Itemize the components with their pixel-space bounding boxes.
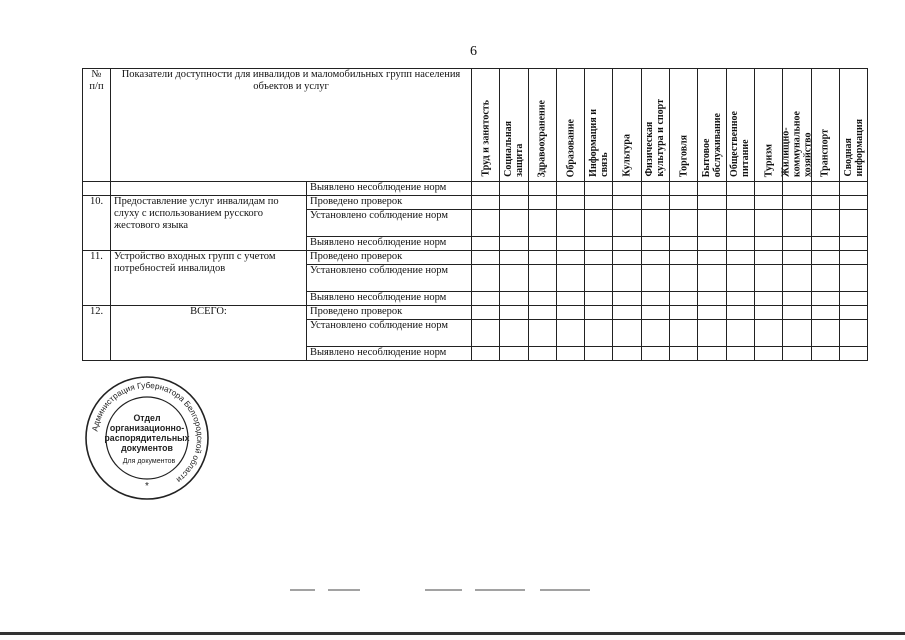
empty-cell bbox=[528, 251, 556, 265]
empty-cell bbox=[670, 210, 698, 237]
empty-cell bbox=[528, 306, 556, 320]
empty-cell bbox=[839, 251, 867, 265]
empty-cell bbox=[670, 237, 698, 251]
empty-cell bbox=[641, 347, 669, 361]
office-stamp bbox=[82, 373, 212, 503]
empty-cell bbox=[472, 182, 500, 196]
stamp-line: документов bbox=[121, 443, 173, 453]
empty-cell bbox=[754, 306, 782, 320]
empty-cell bbox=[472, 347, 500, 361]
stamp-line: Отдел bbox=[133, 413, 161, 423]
accessibility-table bbox=[82, 68, 868, 361]
empty-cell bbox=[783, 251, 811, 265]
empty-cell bbox=[556, 265, 584, 292]
empty-cell bbox=[698, 320, 726, 347]
empty-cell bbox=[698, 292, 726, 306]
column-header: Информация и связь bbox=[585, 69, 613, 182]
empty-cell bbox=[754, 347, 782, 361]
empty-cell bbox=[472, 251, 500, 265]
empty-cell bbox=[670, 306, 698, 320]
empty-cell bbox=[472, 196, 500, 210]
empty-cell bbox=[528, 292, 556, 306]
empty-cell bbox=[698, 210, 726, 237]
empty-cell bbox=[585, 210, 613, 237]
empty-cell bbox=[613, 347, 641, 361]
subrow-label: Выявлено несоблюдение норм bbox=[307, 182, 472, 196]
empty-cell bbox=[698, 306, 726, 320]
empty-cell bbox=[670, 196, 698, 210]
empty-cell bbox=[528, 347, 556, 361]
subrow-label: Установлено соблюдение норм bbox=[307, 320, 472, 347]
empty-cell bbox=[528, 210, 556, 237]
empty-cell bbox=[670, 251, 698, 265]
column-header: Физическая культура и спорт bbox=[641, 69, 669, 182]
empty-cell bbox=[500, 251, 528, 265]
empty-cell bbox=[500, 292, 528, 306]
column-header: Сводная информация bbox=[839, 69, 867, 182]
empty-cell bbox=[500, 265, 528, 292]
empty-cell bbox=[585, 196, 613, 210]
empty-cell bbox=[698, 182, 726, 196]
header-indicator: Показатели доступности для инвалидов и маломобильных групп населения объектов и услуг bbox=[111, 69, 472, 182]
empty-cell bbox=[783, 292, 811, 306]
empty-cell bbox=[811, 196, 839, 210]
column-header: Туризм bbox=[754, 69, 782, 182]
empty-cell bbox=[811, 251, 839, 265]
subrow-label: Проведено проверок bbox=[307, 196, 472, 210]
empty-cell bbox=[556, 182, 584, 196]
empty-cell bbox=[528, 182, 556, 196]
empty-cell bbox=[839, 292, 867, 306]
indicator-cell bbox=[111, 182, 307, 196]
subrow-label: Выявлено несоблюдение норм bbox=[307, 237, 472, 251]
empty-cell bbox=[585, 182, 613, 196]
empty-cell bbox=[783, 306, 811, 320]
stamp-line: распорядительных bbox=[104, 433, 190, 443]
empty-cell bbox=[783, 237, 811, 251]
table-row bbox=[83, 306, 868, 320]
scan-artifact-lines bbox=[290, 586, 590, 594]
empty-cell bbox=[670, 347, 698, 361]
empty-cell bbox=[726, 306, 754, 320]
empty-cell bbox=[500, 182, 528, 196]
empty-cell bbox=[585, 320, 613, 347]
empty-cell bbox=[698, 251, 726, 265]
empty-cell bbox=[472, 306, 500, 320]
empty-cell bbox=[556, 347, 584, 361]
empty-cell bbox=[500, 347, 528, 361]
section-number: 10. bbox=[83, 196, 111, 251]
empty-cell bbox=[783, 196, 811, 210]
empty-cell bbox=[754, 210, 782, 237]
subrow-label: Установлено соблюдение норм bbox=[307, 210, 472, 237]
empty-cell bbox=[641, 265, 669, 292]
empty-cell bbox=[613, 251, 641, 265]
empty-cell bbox=[613, 320, 641, 347]
subrow-label: Проведено проверок bbox=[307, 306, 472, 320]
empty-cell bbox=[472, 210, 500, 237]
column-header: Общественное питание bbox=[726, 69, 754, 182]
empty-cell bbox=[726, 347, 754, 361]
empty-cell bbox=[670, 265, 698, 292]
empty-cell bbox=[811, 182, 839, 196]
empty-cell bbox=[472, 265, 500, 292]
empty-cell bbox=[698, 347, 726, 361]
empty-cell bbox=[556, 251, 584, 265]
empty-cell bbox=[754, 196, 782, 210]
empty-cell bbox=[528, 237, 556, 251]
empty-cell bbox=[811, 292, 839, 306]
empty-cell bbox=[811, 347, 839, 361]
empty-cell bbox=[472, 237, 500, 251]
empty-cell bbox=[556, 196, 584, 210]
empty-cell bbox=[726, 251, 754, 265]
empty-cell bbox=[585, 265, 613, 292]
number-cell bbox=[83, 182, 111, 196]
empty-cell bbox=[613, 237, 641, 251]
subrow-label: Проведено проверок bbox=[307, 251, 472, 265]
empty-cell bbox=[783, 347, 811, 361]
empty-cell bbox=[839, 237, 867, 251]
empty-cell bbox=[613, 210, 641, 237]
empty-cell bbox=[811, 237, 839, 251]
header-number: № п/п bbox=[83, 69, 111, 182]
empty-cell bbox=[698, 196, 726, 210]
empty-cell bbox=[585, 292, 613, 306]
empty-cell bbox=[500, 306, 528, 320]
empty-cell bbox=[839, 196, 867, 210]
empty-cell bbox=[726, 265, 754, 292]
empty-cell bbox=[613, 196, 641, 210]
empty-cell bbox=[783, 320, 811, 347]
empty-cell bbox=[670, 292, 698, 306]
column-header: Торговля bbox=[670, 69, 698, 182]
page-number: 6 bbox=[470, 44, 477, 59]
table-row bbox=[83, 182, 868, 196]
empty-cell bbox=[585, 347, 613, 361]
subrow-label: Выявлено несоблюдение норм bbox=[307, 347, 472, 361]
empty-cell bbox=[783, 210, 811, 237]
empty-cell bbox=[783, 265, 811, 292]
empty-cell bbox=[585, 251, 613, 265]
empty-cell bbox=[472, 292, 500, 306]
subrow-label: Выявлено несоблюдение норм bbox=[307, 292, 472, 306]
subrow-label: Установлено соблюдение норм bbox=[307, 265, 472, 292]
column-header: Бытовое обслуживание bbox=[698, 69, 726, 182]
table-header-row bbox=[83, 69, 868, 182]
empty-cell bbox=[585, 237, 613, 251]
scan-bottom-edge bbox=[0, 632, 905, 635]
empty-cell bbox=[670, 320, 698, 347]
section-name: ВСЕГО: bbox=[111, 306, 307, 361]
empty-cell bbox=[839, 306, 867, 320]
section-number: 12. bbox=[83, 306, 111, 361]
empty-cell bbox=[641, 251, 669, 265]
empty-cell bbox=[839, 182, 867, 196]
empty-cell bbox=[472, 320, 500, 347]
empty-cell bbox=[556, 210, 584, 237]
table-row bbox=[83, 196, 868, 210]
empty-cell bbox=[754, 265, 782, 292]
empty-cell bbox=[528, 196, 556, 210]
empty-cell bbox=[500, 237, 528, 251]
empty-cell bbox=[641, 292, 669, 306]
empty-cell bbox=[726, 182, 754, 196]
empty-cell bbox=[500, 210, 528, 237]
empty-cell bbox=[613, 265, 641, 292]
empty-cell bbox=[811, 265, 839, 292]
empty-cell bbox=[641, 210, 669, 237]
column-header: Транспорт bbox=[811, 69, 839, 182]
empty-cell bbox=[839, 320, 867, 347]
column-header: Жилищно- коммунальное хозяйство bbox=[783, 69, 811, 182]
column-header: Культура bbox=[613, 69, 641, 182]
empty-cell bbox=[613, 182, 641, 196]
stamp-line: организационно- bbox=[109, 423, 185, 433]
empty-cell bbox=[754, 251, 782, 265]
empty-cell bbox=[811, 320, 839, 347]
stamp-ring-text: Администрация Губернатора Белгородской области bbox=[90, 380, 205, 485]
empty-cell bbox=[839, 347, 867, 361]
empty-cell bbox=[613, 292, 641, 306]
empty-cell bbox=[613, 306, 641, 320]
section-number: 11. bbox=[83, 251, 111, 306]
empty-cell bbox=[698, 265, 726, 292]
empty-cell bbox=[641, 237, 669, 251]
stamp-star: * bbox=[145, 481, 149, 492]
empty-cell bbox=[556, 306, 584, 320]
stamp-bottom-text: Для документов bbox=[122, 458, 176, 465]
empty-cell bbox=[698, 237, 726, 251]
empty-cell bbox=[556, 237, 584, 251]
empty-cell bbox=[783, 182, 811, 196]
empty-cell bbox=[811, 306, 839, 320]
column-header: Труд и занятость bbox=[472, 69, 500, 182]
empty-cell bbox=[726, 292, 754, 306]
empty-cell bbox=[839, 210, 867, 237]
empty-cell bbox=[556, 320, 584, 347]
column-header: Образование bbox=[556, 69, 584, 182]
section-name: Устройство входных групп с учетом потребностей инвалидов bbox=[111, 251, 307, 306]
empty-cell bbox=[754, 182, 782, 196]
empty-cell bbox=[670, 182, 698, 196]
empty-cell bbox=[528, 320, 556, 347]
empty-cell bbox=[500, 196, 528, 210]
empty-cell bbox=[641, 306, 669, 320]
empty-cell bbox=[811, 210, 839, 237]
empty-cell bbox=[754, 320, 782, 347]
empty-cell bbox=[726, 237, 754, 251]
empty-cell bbox=[754, 237, 782, 251]
empty-cell bbox=[556, 292, 584, 306]
empty-cell bbox=[839, 265, 867, 292]
empty-cell bbox=[585, 306, 613, 320]
empty-cell bbox=[754, 292, 782, 306]
empty-cell bbox=[641, 182, 669, 196]
empty-cell bbox=[500, 320, 528, 347]
empty-cell bbox=[726, 196, 754, 210]
empty-cell bbox=[641, 196, 669, 210]
table-row bbox=[83, 251, 868, 265]
empty-cell bbox=[641, 320, 669, 347]
section-name: Предоставление услуг инвалидам по слуху с использованием русского жестового языка bbox=[111, 196, 307, 251]
empty-cell bbox=[726, 320, 754, 347]
empty-cell bbox=[726, 210, 754, 237]
column-header: Социальная защита bbox=[500, 69, 528, 182]
empty-cell bbox=[528, 265, 556, 292]
column-header: Здравоохранение bbox=[528, 69, 556, 182]
